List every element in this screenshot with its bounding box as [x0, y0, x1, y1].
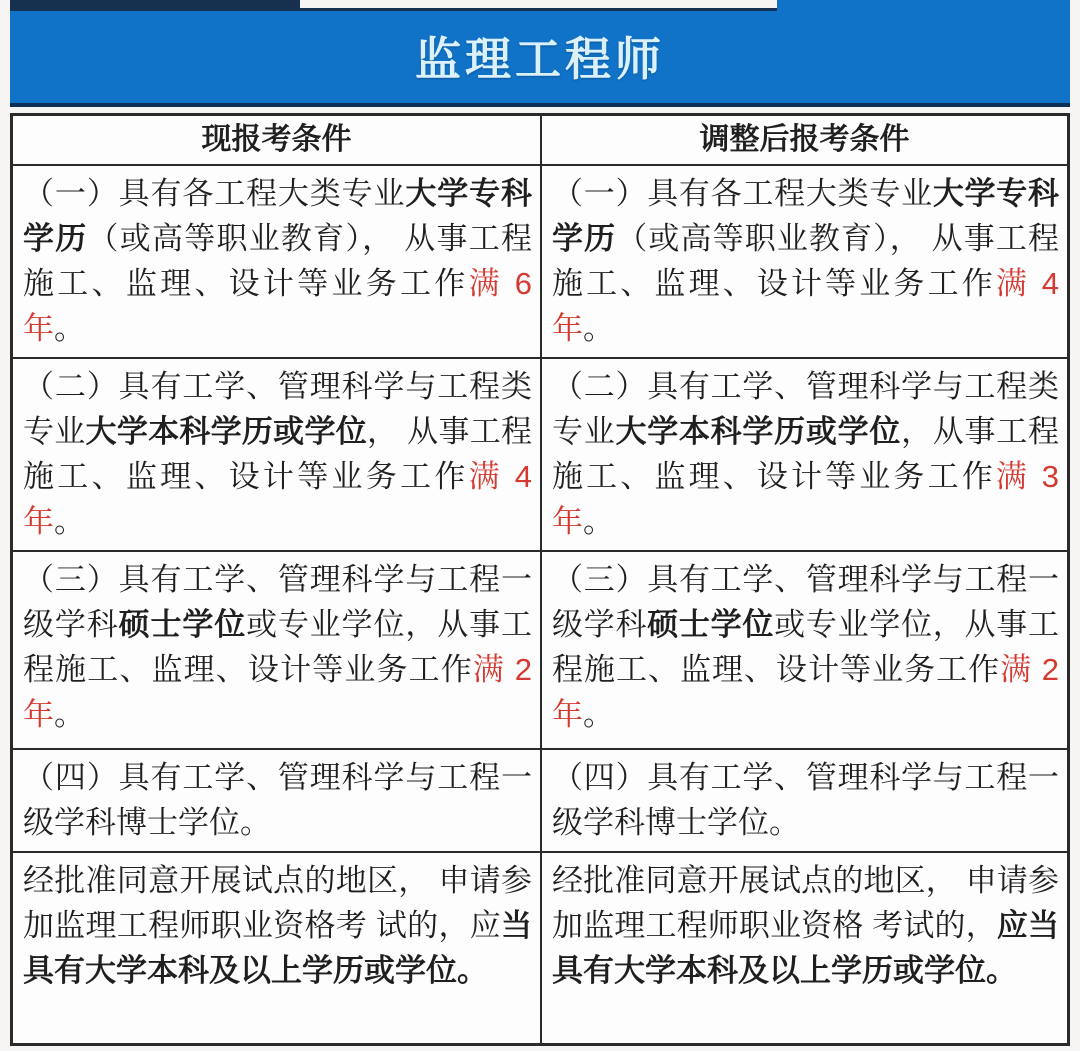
- banner-notch-left: [10, 0, 300, 11]
- cell-current-condition-1: （一）具有各工程大类专业大学专科学历（或高等职业教育）， 从事工程施工、监理、设计等业务工作满 6 年。: [23, 176, 533, 346]
- table-row-condition-1: [13, 164, 1067, 357]
- table-row-condition-4: [13, 748, 1067, 851]
- cell-current-condition-3: （三）具有工学、管理科学与工程一级学科硕士学位或专业学位，从事工程施工、监理、设计等业务工作满 2 年。: [23, 562, 533, 732]
- cell-current-condition-4: （四）具有工学、管理科学与工程一级学科博士学位。: [23, 760, 532, 840]
- table-row-condition-3: [13, 550, 1067, 748]
- cell-adjusted-pilot-note: 经批准同意开展试点的地区， 申请参加监理工程师职业资格 考试的，应当具有大学本科及以上学历或学位。: [540, 853, 1067, 1043]
- cell-adjusted-condition-2: （二）具有工学、管理科学与工程类专业大学本科学历或学位，从事工程施工、监理、设计等业务工作满 3 年。: [540, 359, 1067, 550]
- cell-adjusted-condition-1: （一）具有各工程大类专业大学专科学历（或高等职业教育）， 从事工程施工、监理、设计等业务工作满 4 年。: [540, 166, 1067, 357]
- cell-adjusted-condition-3: （三）具有工学、管理科学与工程一级学科硕士学位或专业学位，从事工程施工、监理、设计等业务工作满 2 年。: [540, 552, 1067, 748]
- banner: [10, 0, 1070, 107]
- cell-current-pilot-note: 经批准同意开展试点的地区， 申请参加监理工程师职业资格考 试的，应当具有大学本科及以上学历或学位。: [23, 863, 532, 988]
- banner-notch-line: [300, 8, 777, 11]
- cell-current-condition-2: （二）具有工学、管理科学与工程类专业大学本科学历或学位， 从事工程施工、监理、设计等业务工作满 4 年。: [23, 369, 532, 539]
- table-row-condition-2: [13, 357, 1067, 550]
- banner-notch-right: [777, 0, 1070, 12]
- comparison-table: [10, 113, 1070, 1046]
- table-header-row: [13, 116, 1067, 164]
- table-header-current: 现报考条件: [201, 123, 352, 156]
- cell-adjusted-condition-4: （四）具有工学、管理科学与工程一级学科博士学位。: [540, 750, 1067, 851]
- banner-ribbon: [10, 10, 1070, 107]
- table-header-adjusted: 调整后报考条件: [540, 116, 1067, 164]
- page-title: 监理工程师: [415, 32, 665, 85]
- table-row-pilot-note: [13, 851, 1067, 1043]
